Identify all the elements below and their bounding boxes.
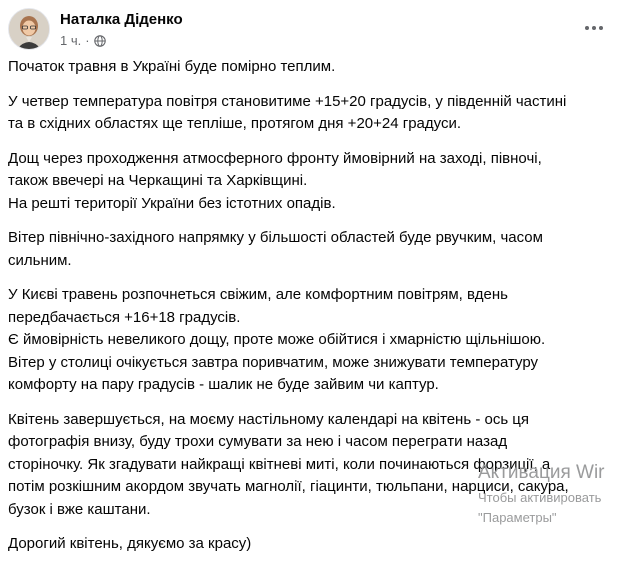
avatar-photo (9, 9, 49, 49)
post-paragraph: У Києві травень розпочнеться свіжим, але комфортним повітрям, вдень передбачається +16+18 градусів. Є ймовірність невеликого дощу, проте може обійтися і хмарністю щільнішою. Вітер у столиці очікується завтра поривчатим, може знижувати температуру комфорту на пару градусів - шалик не буде зайвим чи каптур. (8, 286, 546, 393)
post-paragraph: У четвер температура повітря становитиме +15+20 градусів, у південній частині та в східних областях ще тепліше, протягом дня +20+24 градуси. (8, 92, 567, 132)
author-avatar[interactable] (8, 8, 50, 50)
post-paragraph: Квітень завершується, на моєму настільному календарі на квітень - ось ця фотографія внизу, буду трохи сумувати за нею і часом перегрaти назад сторіночку. Як згадувати найкращі квітневі миті, коли починаються форзиції, а потім розкішним акордом звучать магнолії, гіацинти, тюльпани, нарциси, сакура, бузок і вже каштани. (8, 410, 569, 518)
globe-icon[interactable] (94, 35, 106, 47)
more-options-icon[interactable] (580, 14, 608, 42)
post-paragraph: Вітер північно-західного напрямку у більшості областей буде рвучким, часом сильним. (8, 229, 543, 269)
windows-activation-title: Активация Wir (478, 462, 605, 483)
post-meta (60, 33, 106, 48)
post-timestamp[interactable]: 1 ч. (60, 33, 82, 48)
post-paragraph: Початок травня в Україні буде помірно теплим. (8, 58, 336, 75)
meta-separator: · (85, 33, 90, 48)
windows-activation-hint: Чтобы активировать (478, 490, 602, 505)
post-paragraph: Дощ через проходження атмосферного фронту ймовірний на заході, півночі, також ввечері на Черкащині та Харківщині. На решті території України без істотних опадів. (8, 149, 542, 212)
windows-activation-settings: "Параметры" (478, 510, 557, 525)
author-name[interactable]: Наталка Діденко (60, 11, 183, 28)
post-paragraph: Дорогий квітень, дякуємо за красу) (8, 535, 252, 552)
post-header (8, 8, 608, 52)
